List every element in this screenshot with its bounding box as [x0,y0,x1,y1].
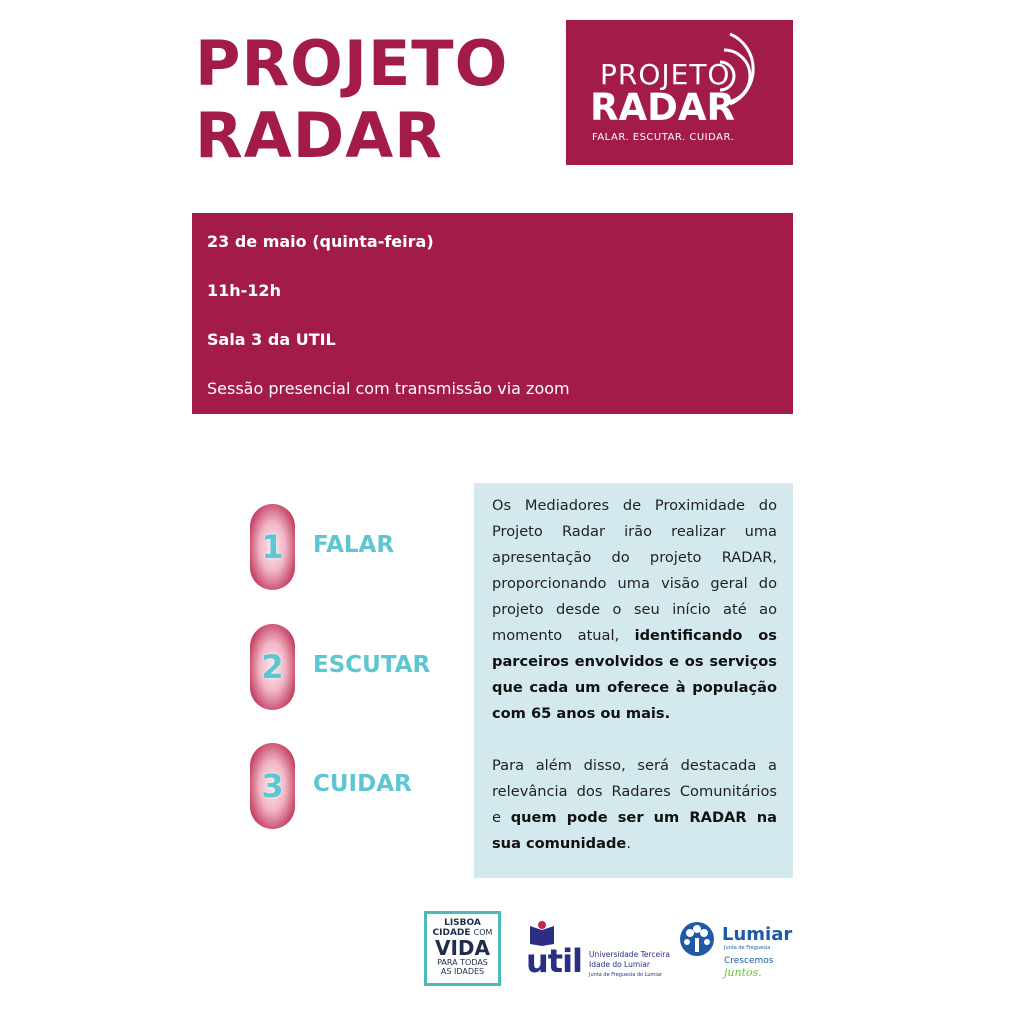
projeto-radar-logo [566,20,793,165]
desc-p2-text-b: . [626,835,631,852]
page-title [195,28,508,172]
util-line-3: Junta de Freguesia do Lumiar [589,972,662,978]
step-label: FALAR [313,532,395,558]
lisboa-line-1: LISBOA [444,918,481,928]
lumiar-slogan-a: Crescemos [724,956,774,966]
util-logo [526,920,676,982]
lumiar-logo [678,918,798,984]
lisboa-com: COM [473,928,493,937]
step-number-badge [250,743,295,829]
desc-p1-bold: identificando os parceiros envolvidos e os serviços que cada um oferece à população com 65 anos ou mais. [492,627,777,722]
step-cuidar [250,743,450,829]
event-date: 23 de maio (quinta-feira) [207,232,434,251]
lisboa-line-5 [427,967,498,976]
tree-icon [678,920,716,958]
event-time: 11h-12h [207,281,281,300]
desc-p2-text-a: Para além disso, será destacada a relevância dos Radares Comunitários e [492,757,777,826]
step-number: 2 [261,648,284,686]
util-wordmark: util [526,942,583,980]
lisboa-cidade-com-vida-logo [424,911,501,986]
step-number: 1 [261,528,284,566]
lisboa-para-todas: PARA TODAS [437,958,488,967]
lumiar-slogan [724,956,798,979]
logo-tagline: FALAR. ESCUTAR. CUIDAR. [592,132,735,143]
lisboa-cidade: CIDADE [432,928,471,938]
lumiar-slogan-b: juntos. [724,966,762,979]
step-number-badge [250,624,295,710]
step-number-badge [250,504,295,590]
util-line-2: Idade do Lumiar [589,960,650,969]
description-paragraph-1 [492,493,777,727]
title-line-1: PROJETO [195,27,509,100]
lumiar-subtitle: Junta de Freguesia [724,945,771,951]
step-label: ESCUTAR [313,652,431,678]
event-place: Sala 3 da UTIL [207,330,336,349]
event-format: Sessão presencial com transmissão via zoom [207,379,570,398]
logo-radar-text: RADAR [590,86,735,129]
event-info-panel [192,213,793,414]
lisboa-idades: IDADES [453,967,485,976]
description-panel [474,483,793,878]
desc-p2-bold: quem pode ser um RADAR na sua comunidade [492,809,777,852]
step-number: 3 [261,767,284,805]
lumiar-wordmark: Lumiar [722,924,793,945]
step-falar [250,504,450,590]
step-escutar [250,624,450,710]
step-label: CUIDAR [313,771,412,797]
title-line-2: RADAR [195,99,443,172]
util-line-1: Universidade Terceira [589,950,670,959]
util-description [589,950,679,980]
lisboa-as: AS [440,967,452,976]
desc-p1-text: Os Mediadores de Proximidade do Projeto Radar irão realizar uma apresentação do projeto RADAR, proporcionando uma visão geral do projeto desde o seu início até ao momento atual, [492,497,777,644]
lisboa-vida: VIDA [435,936,490,960]
description-paragraph-2 [492,753,777,857]
logo-projeto-text: PROJETO [600,58,731,91]
